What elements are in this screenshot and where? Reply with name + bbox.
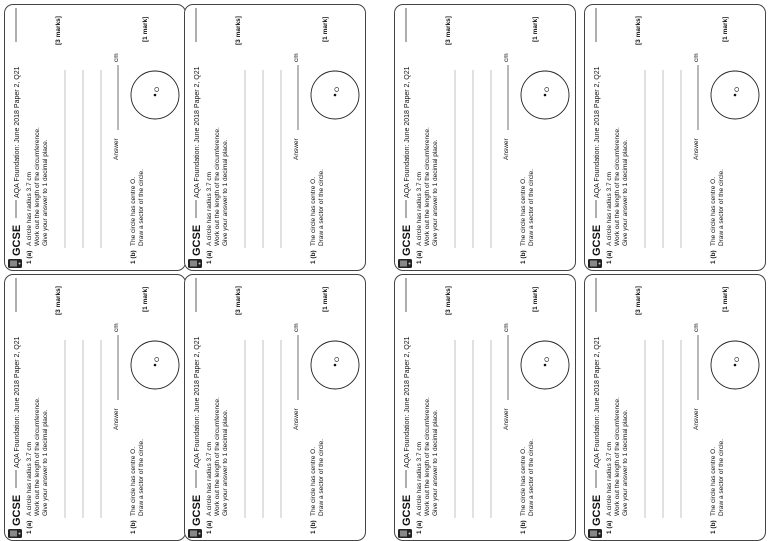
question-b-text-1: The circle has centre O. — [520, 447, 527, 516]
answer-unit: cm — [293, 323, 300, 332]
marks-a: [3 marks] — [445, 286, 452, 315]
question-a-text-1: A circle has radius 3.7 cm — [206, 441, 213, 516]
question-b-text-2: Draw a sector of the circle. — [528, 169, 535, 246]
marks-a: [3 marks] — [235, 16, 242, 45]
question-a-text-3: Give your answer to 1 decimal place. — [622, 139, 629, 246]
circle-centre — [734, 94, 737, 97]
answer-unit: cm — [693, 53, 700, 62]
question-header: AQA Foundation: June 2018 Paper 2, Q21 — [404, 336, 411, 468]
question-b-number: 1 (b) — [310, 520, 317, 534]
question-header: AQA Foundation: June 2018 Paper 2, Q21 — [594, 66, 601, 198]
marks-a: [3 marks] — [235, 286, 242, 315]
worksheet-card — [394, 4, 576, 271]
question-header: AQA Foundation: June 2018 Paper 2, Q21 — [194, 66, 201, 198]
question-header: AQA Foundation: June 2018 Paper 2, Q21 — [14, 336, 21, 468]
question-a-number: 1 (a) — [416, 520, 423, 534]
answer-unit: cm — [503, 53, 510, 62]
worksheet-card — [184, 4, 366, 271]
centre-label: O — [734, 356, 741, 362]
question-a-text-1: A circle has radius 3.7 cm — [606, 171, 613, 246]
circle-centre — [154, 364, 157, 367]
question-b-text-2: Draw a sector of the circle. — [138, 439, 145, 516]
question-b-number: 1 (b) — [710, 250, 717, 264]
answer-unit: cm — [503, 323, 510, 332]
circle-centre — [334, 364, 337, 367]
marks-b: [1 mark] — [322, 16, 329, 42]
question-b-number: 1 (b) — [130, 520, 137, 534]
circle-centre — [544, 94, 547, 97]
worksheet-card — [584, 4, 766, 271]
card-content — [395, 5, 575, 270]
question-a-text-2: Work out the length of the circumference. — [424, 397, 431, 516]
answer-label: Answer — [503, 408, 510, 430]
answer-label: Answer — [293, 408, 300, 430]
gcse-logo: GCSE — [401, 224, 413, 256]
question-a-number: 1 (a) — [26, 250, 33, 264]
answer-label: Answer — [503, 138, 510, 160]
marks-b: [1 mark] — [142, 16, 149, 42]
answer-label: Answer — [293, 138, 300, 160]
centre-label: O — [154, 86, 161, 92]
circle-centre — [734, 364, 737, 367]
answer-label: Answer — [113, 408, 120, 430]
answer-unit: cm — [693, 323, 700, 332]
card-content — [585, 5, 765, 270]
card-content — [185, 5, 365, 270]
question-b-text-1: The circle has centre O. — [130, 177, 137, 246]
marks-a: [3 marks] — [445, 16, 452, 45]
question-b-text-1: The circle has centre O. — [520, 177, 527, 246]
question-a-text-3: Give your answer to 1 decimal place. — [42, 409, 49, 516]
gcse-logo: GCSE — [191, 224, 203, 256]
question-a-text-3: Give your answer to 1 decimal place. — [42, 139, 49, 246]
circle-centre — [334, 94, 337, 97]
worksheet-card — [4, 274, 186, 541]
circle-centre — [544, 364, 547, 367]
question-header: AQA Foundation: June 2018 Paper 2, Q21 — [14, 66, 21, 198]
worksheet-card — [184, 274, 366, 541]
phone-icon — [588, 529, 602, 538]
answer-label: Answer — [113, 138, 120, 160]
question-a-text-1: A circle has radius 3.7 cm — [606, 441, 613, 516]
marks-a: [3 marks] — [635, 16, 642, 45]
marks-b: [1 mark] — [722, 286, 729, 312]
question-b-text-2: Draw a sector of the circle. — [138, 169, 145, 246]
question-b-text-2: Draw a sector of the circle. — [718, 439, 725, 516]
card-content — [5, 5, 185, 270]
gcse-logo: GCSE — [11, 494, 23, 526]
question-b-number: 1 (b) — [310, 250, 317, 264]
worksheet-card — [394, 274, 576, 541]
question-a-text-1: A circle has radius 3.7 cm — [206, 171, 213, 246]
question-a-text-1: A circle has radius 3.7 cm — [416, 441, 423, 516]
answer-label: Answer — [693, 138, 700, 160]
question-a-number: 1 (a) — [206, 250, 213, 264]
phone-icon — [8, 259, 22, 268]
centre-label: O — [544, 356, 551, 362]
marks-b: [1 mark] — [142, 286, 149, 312]
question-a-text-2: Work out the length of the circumference. — [424, 127, 431, 246]
answer-unit: cm — [113, 53, 120, 62]
question-header: AQA Foundation: June 2018 Paper 2, Q21 — [194, 336, 201, 468]
answer-unit: cm — [293, 53, 300, 62]
marks-a: [3 marks] — [55, 286, 62, 315]
question-a-number: 1 (a) — [416, 250, 423, 264]
marks-b: [1 mark] — [322, 286, 329, 312]
marks-a: [3 marks] — [55, 16, 62, 45]
question-b-text-1: The circle has centre O. — [310, 177, 317, 246]
marks-b: [1 mark] — [532, 286, 539, 312]
question-b-text-2: Draw a sector of the circle. — [318, 439, 325, 516]
worksheet-card — [4, 4, 186, 271]
question-a-number: 1 (a) — [206, 520, 213, 534]
circle-centre — [154, 94, 157, 97]
worksheet-card — [584, 274, 766, 541]
question-b-number: 1 (b) — [520, 520, 527, 534]
question-b-text-1: The circle has centre O. — [310, 447, 317, 516]
question-header: AQA Foundation: June 2018 Paper 2, Q21 — [594, 336, 601, 468]
question-header: AQA Foundation: June 2018 Paper 2, Q21 — [404, 66, 411, 198]
phone-icon — [398, 259, 412, 268]
question-a-text-3: Give your answer to 1 decimal place. — [222, 409, 229, 516]
marks-b: [1 mark] — [722, 16, 729, 42]
question-a-text-1: A circle has radius 3.7 cm — [416, 171, 423, 246]
phone-icon — [188, 529, 202, 538]
centre-label: O — [544, 86, 551, 92]
centre-label: O — [334, 86, 341, 92]
question-a-text-1: A circle has radius 3.7 cm — [26, 171, 33, 246]
question-a-text-3: Give your answer to 1 decimal place. — [222, 139, 229, 246]
question-a-text-3: Give your answer to 1 decimal place. — [432, 139, 439, 246]
marks-a: [3 marks] — [635, 286, 642, 315]
question-a-text-3: Give your answer to 1 decimal place. — [622, 409, 629, 516]
phone-icon — [398, 529, 412, 538]
question-a-text-2: Work out the length of the circumference. — [34, 127, 41, 246]
gcse-logo: GCSE — [401, 494, 413, 526]
answer-label: Answer — [693, 408, 700, 430]
phone-icon — [588, 259, 602, 268]
question-b-text-2: Draw a sector of the circle. — [718, 169, 725, 246]
question-b-text-1: The circle has centre O. — [710, 447, 717, 516]
question-a-text-1: A circle has radius 3.7 cm — [26, 441, 33, 516]
question-a-text-2: Work out the length of the circumference. — [614, 127, 621, 246]
gcse-logo: GCSE — [11, 224, 23, 256]
question-a-number: 1 (a) — [606, 520, 613, 534]
phone-icon — [8, 529, 22, 538]
question-a-number: 1 (a) — [26, 520, 33, 534]
centre-label: O — [154, 356, 161, 362]
card-content — [5, 275, 185, 540]
question-b-text-2: Draw a sector of the circle. — [528, 439, 535, 516]
card-content — [585, 275, 765, 540]
question-b-text-1: The circle has centre O. — [710, 177, 717, 246]
gcse-logo: GCSE — [591, 224, 603, 256]
question-b-text-2: Draw a sector of the circle. — [318, 169, 325, 246]
question-a-text-2: Work out the length of the circumference. — [214, 397, 221, 516]
question-b-number: 1 (b) — [710, 520, 717, 534]
question-a-text-3: Give your answer to 1 decimal place. — [432, 409, 439, 516]
gcse-logo: GCSE — [591, 494, 603, 526]
centre-label: O — [734, 86, 741, 92]
question-b-number: 1 (b) — [130, 250, 137, 264]
question-a-text-2: Work out the length of the circumference. — [214, 127, 221, 246]
answer-unit: cm — [113, 323, 120, 332]
question-b-text-1: The circle has centre O. — [130, 447, 137, 516]
phone-icon — [188, 259, 202, 268]
centre-label: O — [334, 356, 341, 362]
question-b-number: 1 (b) — [520, 250, 527, 264]
gcse-logo: GCSE — [191, 494, 203, 526]
marks-b: [1 mark] — [532, 16, 539, 42]
card-content — [185, 275, 365, 540]
question-a-number: 1 (a) — [606, 250, 613, 264]
question-a-text-2: Work out the length of the circumference. — [614, 397, 621, 516]
card-content — [395, 275, 575, 540]
question-a-text-2: Work out the length of the circumference. — [34, 397, 41, 516]
